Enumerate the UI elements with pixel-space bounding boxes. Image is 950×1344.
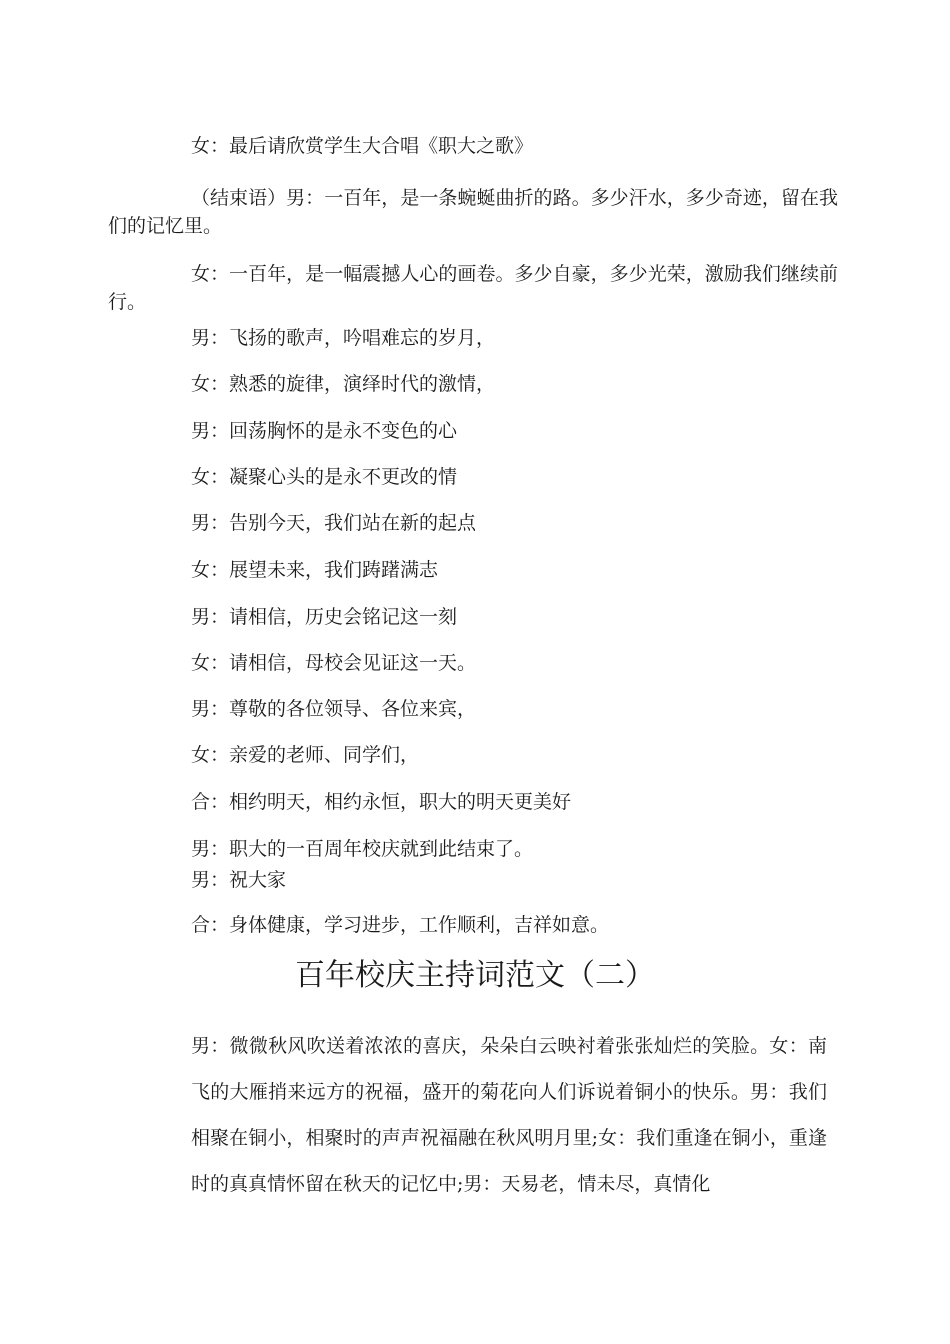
script-line: 女：最后请欣赏学生大合唱《职大之歌》	[191, 135, 534, 157]
script-line: 女：凝聚心头的是永不更改的情	[191, 466, 458, 488]
body-paragraph: 男：微微秋风吹送着浓浓的喜庆，朵朵白云映衬着张张灿烂的笑脸。女：南飞的大雁捎来远方的祝福，盛开的菊花向人们诉说着铜小的快乐。男：我们相聚在铜小，相聚时的声声祝福融在秋风明月里;女：我们重逢在铜小，重逢时的真真情怀留在秋天的记忆中;男：天易老，情未尽，真情化	[191, 1035, 827, 1195]
script-line: 男：飞扬的歌声，吟唱难忘的岁月，	[191, 327, 496, 349]
script-line: 男：告别今天，我们站在新的起点	[191, 512, 477, 534]
script-line: 男：请相信，历史会铭记这一刻	[191, 606, 458, 628]
script-line: 男：回荡胸怀的是永不变色的心	[191, 420, 458, 442]
script-line: 女：一百年，是一幅震撼人心的画卷。多少自豪，多少光荣，激励我们继续前行。	[108, 263, 838, 313]
script-line: 女：展望未来，我们踌躇满志	[191, 559, 439, 581]
script-line: 合：相约明天，相约永恒，职大的明天更美好	[191, 791, 572, 813]
script-line: 合：身体健康，学习进步，工作顺利，吉祥如意。	[191, 914, 610, 936]
script-line: 男：职大的一百周年校庆就到此结束了。	[191, 838, 534, 860]
script-line: 女：熟悉的旋律，演绎时代的激情，	[191, 373, 496, 395]
script-line: 男：尊敬的各位领导、各位来宾，	[191, 698, 477, 720]
script-line: 男：祝大家	[191, 869, 287, 891]
script-line: 女：请相信，母校会见证这一天。	[191, 652, 477, 674]
section-heading: 百年校庆主持词范文（二）	[295, 958, 655, 993]
script-line: （结束语）男：一百年，是一条蜿蜒曲折的路。多少汗水，多少奇迹，留在我们的记忆里。	[108, 187, 838, 237]
script-line: 女：亲爱的老师、同学们，	[191, 744, 420, 766]
